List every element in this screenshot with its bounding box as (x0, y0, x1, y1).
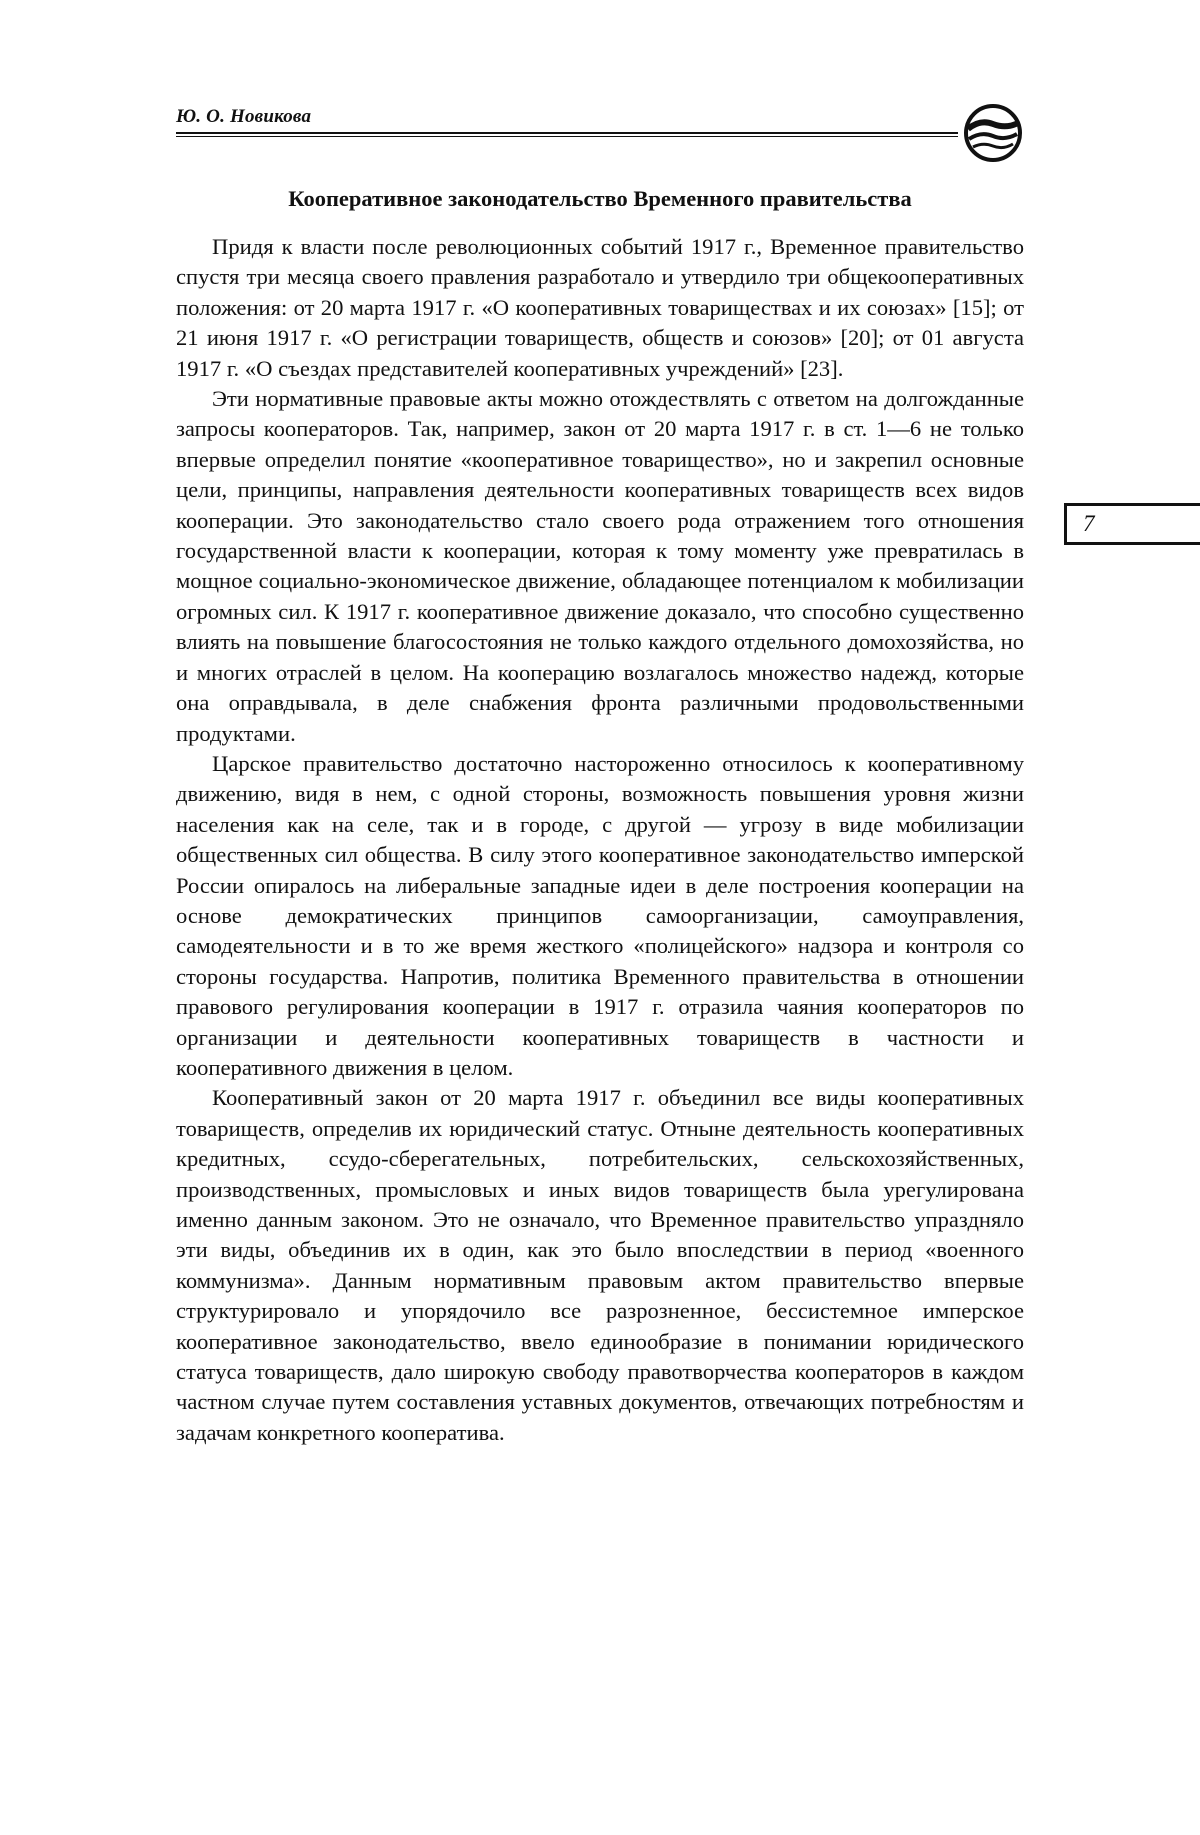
running-head-author: Ю. О. Новикова (176, 106, 312, 127)
header-rule (176, 132, 958, 134)
header-rule-secondary (176, 136, 958, 137)
paragraph-1: Придя к власти после революционных событий 1917 г., Временное правительство спустя три месяца своего правления разработало и утвердило три общекооперативных положения: от 20 марта 1917 г. «О кооперативных товариществах и их союзах» [15]; от 21 июня 1917 г. «О регистрации товариществ, обществ и союзов» [20]; от 01 августа 1917 г. «О съездах представителей кооперативных учреждений» [23]. (176, 234, 1024, 381)
page-number: 7 (1064, 503, 1200, 545)
journal-logo-icon (962, 102, 1024, 164)
section-title: Кооперативное законодательство Временного правительства (288, 186, 912, 211)
paragraph-3: Царское правительство достаточно настороженно относилось к кооперативному движению, видя в нем, с одной стороны, возможность повышения уровня жизни населения как на селе, так и в городе, с другой — угрозу в виде мобилизации общественных сил общества. В силу этого кооперативное законодательство имперской России опиралось на либеральные западные идеи в деле построения кооперации на основе демократических принципов самоорганизации, самоуправления, самодеятельности и в то же время жесткого «полицейского» надзора и контроля со стороны государства. Напротив, политика Временного правительства в отношении правового регулирования кооперации в 1917 г. отразила чаяния кооператоров по организации и деятельности кооперативных товариществ в частности и кооперативного движения в целом. (176, 750, 1024, 1080)
paragraph-2: Эти нормативные правовые акты можно отождествлять с ответом на долгожданные запросы кооператоров. Так, например, закон от 20 марта 1917 г. в ст. 1—6 не только впервые определил понятие «кооперативное товарищество», но и закрепил основные цели, принципы, направления деятельности кооперативных товариществ всех видов кооперации. Это законодательство стало своего рода отражением того отношения государственной власти к кооперации, которая к тому моменту уже превратилась в мощное социально-экономическое движение, обладающее потенциалом к мобилизации огромных сил. К 1917 г. кооперативное движение доказало, что способно существенно влиять на повышение благосостояния не только каждого отдельного домохозяйства, но и многих отраслей в целом. На кооперацию возлагалось множество надежд, которые она оправдывала, в деле снабжения фронта различными продовольственными продуктами. (176, 386, 1024, 746)
body-text (176, 232, 1024, 1448)
paragraph-4: Кооперативный закон от 20 марта 1917 г. объединил все виды кооперативных товариществ, определив их юридический статус. Отныне деятельность кооперативных кредитных, ссудо-сберегательных, потребительских, сельскохозяйственных, производственных, промысловых и иных видов товариществ была урегулирована именно данным законом. Это не означало, что Временное правительство упраздняло эти виды, объединив их в один, как это было впоследствии в период «военного коммунизма». Данным нормативным правовым актом правительство впервые структурировало и упорядочило все разрозненное, бессистемное имперское кооперативное законодательство, ввело единообразие в понимании юридического статуса товариществ, дало широкую свободу правотворчества кооператоров в каждом частном случае путем составления уставных документов, отвечающих потребностям и задачам конкретного кооператива. (176, 1085, 1024, 1445)
